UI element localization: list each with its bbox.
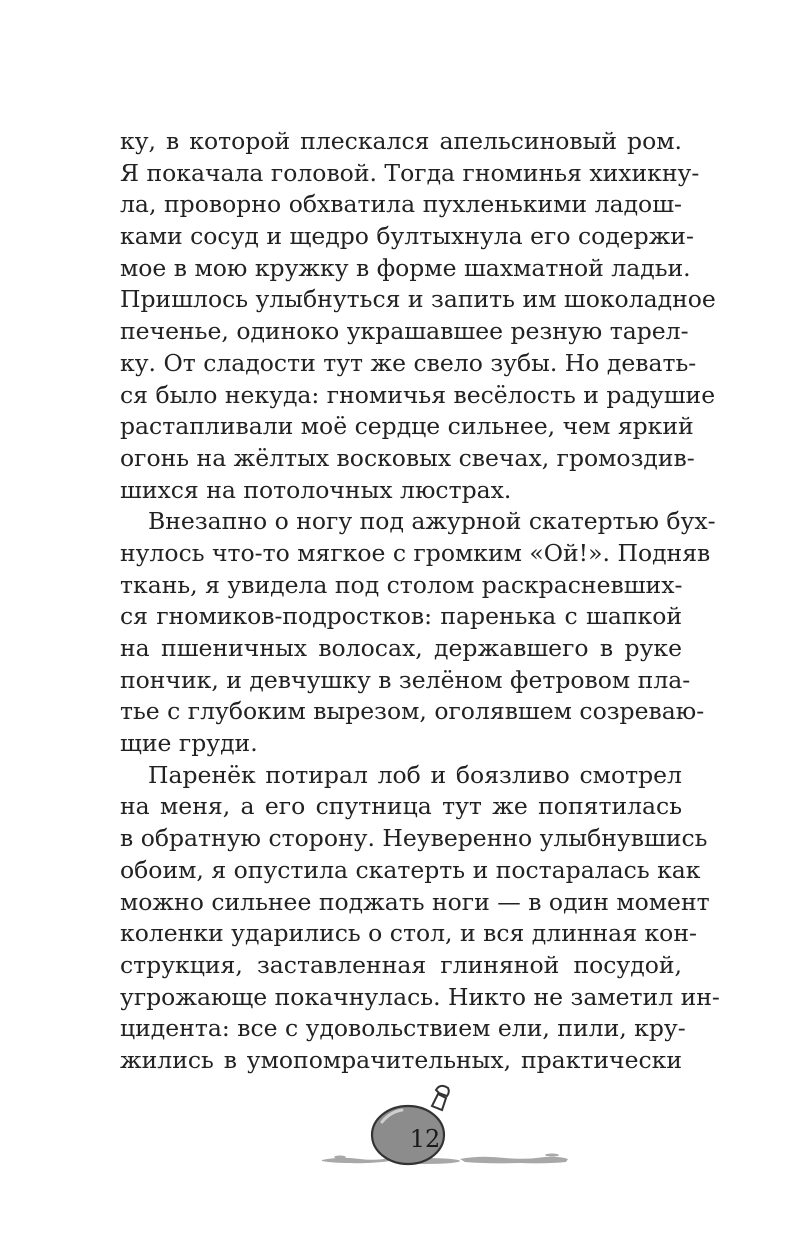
text-line: угрожающе покачнулась. Никто не заметил ин- (120, 982, 720, 1011)
text-line: Я покачала головой. Тогда гноминья хихикну- (120, 158, 700, 187)
text-line: шихся на потолочных люстрах. (120, 475, 512, 504)
text-line: струкция, заставленная глиняной посудой, (120, 950, 682, 979)
text-line: мое в мою кружку в форме шахматной ладьи. (120, 253, 691, 282)
text-line: ками сосуд и щедро бултыхнула его содержи- (120, 222, 694, 251)
text-line: нулось что-то мягкое с громким «Ой!». Подняв (120, 538, 711, 567)
text-line: коленки ударились о стол, и вся длинная кон- (120, 919, 697, 948)
text-line: Пришлось улыбнуться и запить им шоколадное (120, 285, 716, 314)
body-text (120, 126, 720, 1077)
text-line: жились в умопомрачительных, практически (120, 1045, 682, 1074)
text-line: обоим, я опустила скатерть и постаралась как (120, 855, 701, 884)
text-line: ся гномиков-подростков: паренька с шапкой (120, 602, 682, 631)
text-line: Внезапно о ногу под ажурной скатертью бух- (148, 507, 716, 536)
paragraph (120, 506, 716, 760)
text-line: ла, проворно обхватила пухленькими ладош- (120, 190, 682, 219)
text-line: в обратную сторону. Неуверенно улыбнувшись (120, 824, 708, 853)
text-line: Паренёк потирал лоб и боязливо смотрел (148, 760, 682, 789)
text-line: ку, в которой плескался апельсиновый ром. (120, 127, 682, 155)
paragraph (120, 126, 716, 506)
text-line: растапливали моё сердце сильнее, чем яркий (120, 412, 694, 441)
text-line: тье с глубоким вырезом, оголявшем созреваю- (120, 697, 705, 726)
text-line: на пшеничных волосах, державшего в руке (120, 634, 682, 662)
text-line: огонь на жёлтых восковых свечах, громоздив- (120, 443, 695, 472)
text-line: можно сильнее поджать ноги — в один момент (120, 887, 710, 916)
text-line: печенье, одиноко украшавшее резную тарел- (120, 317, 689, 346)
text-line: пончик, и девчушку в зелёном фетровом пла- (120, 665, 691, 694)
text-line: ку. От сладости тут же свело зубы. Но девать- (120, 348, 697, 377)
text-line: цидента: все с удовольствием ели, пили, кру- (120, 1014, 686, 1043)
flask-icon (320, 1080, 580, 1170)
text-line: на меня, а его спутница тут же попятилась (120, 792, 682, 821)
paragraph (120, 760, 720, 1077)
page-folio (320, 1080, 580, 1170)
text-line: ткань, я увидела под столом раскрасневших- (120, 570, 683, 599)
page-number: 12 (409, 1125, 441, 1153)
text-line: щие груди. (120, 729, 258, 758)
text-line: ся было некуда: гномичья весёлость и радушие (120, 380, 716, 409)
